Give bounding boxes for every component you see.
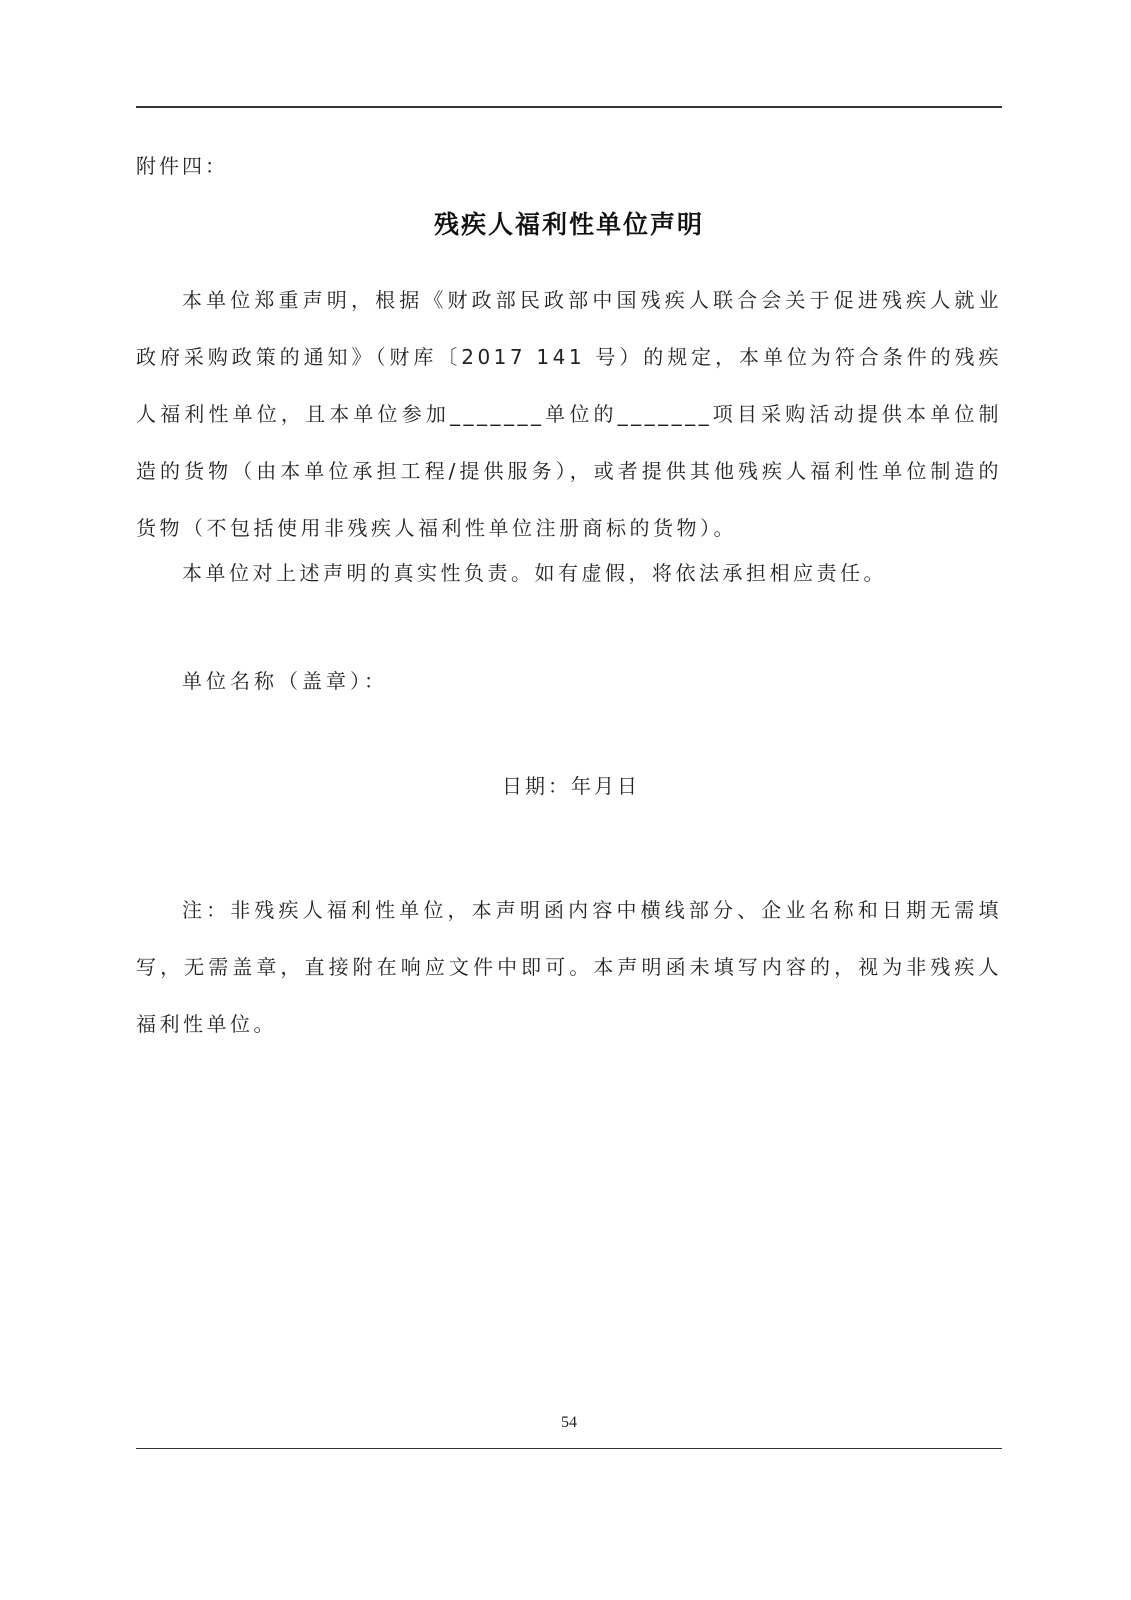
responsibility-paragraph: 本单位对上述声明的真实性负责。如有虚假，将依法承担相应责任。 (182, 561, 887, 585)
note-paragraph: 注：非残疾人福利性单位，本声明函内容中横线部分、企业名称和日期无需填写，无需盖章，直接附在响应文件中即可。本声明函未填写内容的，视为非残疾人福利性单位。 (136, 898, 1002, 1036)
declaration-paragraph: 本单位郑重声明，根据《财政部民政部中国残疾人联合会关于促进残疾人就业政府采购政策的通知》（财库〔2017 141 号）的规定，本单位为符合条件的残疾人福利性单位，且本单位参加_______单位的_______项目采购活动提供本单位制造的货物（由本单位承担工程/提供服务），或者提供其他残疾人福利性单位制造的货物（不包括使用非残疾人福利性单位注册商标的货物）。 (136, 288, 1002, 540)
footer-rule (136, 1448, 1002, 1449)
page-number: 54 (561, 1414, 577, 1431)
date-label: 日期：年月日 (502, 774, 640, 798)
header-rule (136, 106, 1002, 108)
unit-name-label: 单位名称（盖章）： (182, 669, 388, 693)
document-title: 残疾人福利性单位声明 (433, 210, 704, 239)
attachment-label: 附件四： (136, 154, 228, 178)
